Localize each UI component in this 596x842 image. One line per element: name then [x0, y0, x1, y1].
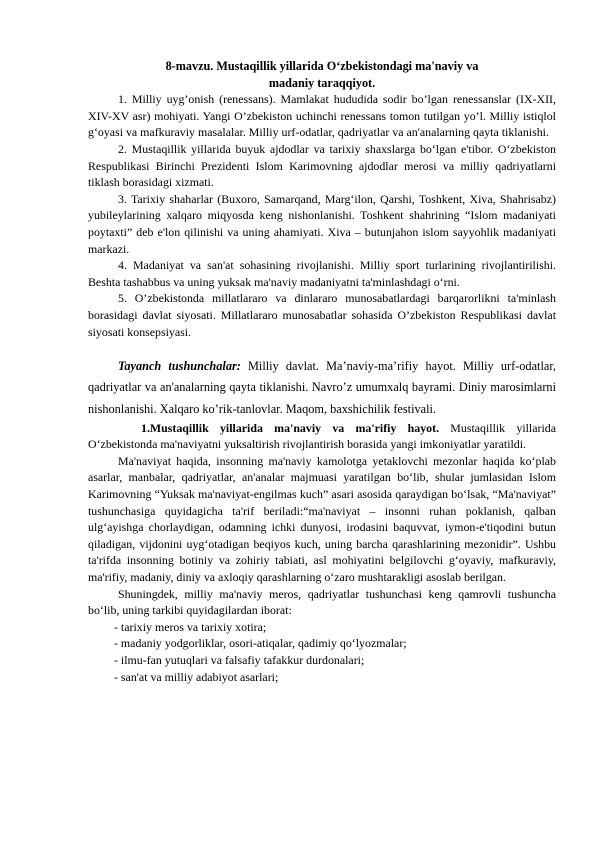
list-item: - tarixiy meros va tarixiy xotira; — [114, 619, 267, 634]
key-concepts — [88, 356, 556, 420]
title-line-1: 8-mavzu. Mustaqillik yillarida O‘zbekistondagi ma'naviy va — [165, 59, 479, 73]
section-intro: Mustaqillik yillarida O‘zbekistonda ma'naviyatni yuksaltirish rivojlantirish borasida yangi imkoniyatlar yaratildi. — [88, 420, 556, 452]
topic-2: 2. Mustaqillik yillarida buyuk ajdodlar va tarixiy shaxslarga bo‘lgan e'tibor. O‘zbekiston Respublikasi Birinchi Prezidenti Islom Karimovning ajdodlar merosi va milliy qadriyatlarni tiklash borasidagi xizmati. — [88, 141, 556, 190]
topic-4: 4. Madaniyat va san'at sohasining rivojlanishi. Milliy sport turlarining rivojlantirilishi. Beshta tashabbus va uning yuksak ma'naviy madaniyatni ta'minlashdagi o‘rni. — [88, 258, 556, 289]
list-item: - ilmu-fan yutuqlari va falsafiy tafakkur durdonalari; — [114, 653, 365, 668]
document-page — [88, 58, 556, 685]
section-heading: 1.Mustaqillik yillarida ma'naviy va ma'rifiy hayot. — [141, 420, 440, 435]
topic-3: 3. Tarixiy shaharlar (Buxoro, Samarqand, Marg‘ilon, Qarshi, Toshkent, Xiva, Shahrisabz) yubileylarining xalqaro miqyosda keng nishonlanishi. Toshkent shahrining “Islom madaniyati poytaxti” deb e'lon qilinishi va uning ahamiyati. Xiva – butunjahon islom sayyohlik madaniyati markazi. — [88, 191, 556, 256]
paragraph-manaviyat: Ma'naviyat haqida, insonning ma'naviy kamolotga yetaklovchi mezonlar haqida ko‘plab asarlar, manbalar, qadriyatlar, an'analar majmuasi yaratilgan bo‘lib, shular jumlasidan Islom Karimovning “Yuksak ma'naviyat-engilmas kuch” asari asosida qaraydigan bo‘lsak, “Ma'naviyat” tushunchasiga quyidagicha ta'rif beriladi:“ma'naviyat – insonni ruhan poklanish, qalban ulg‘ayishga chorlaydigan, odamning ichki dunyosi, irodasini baquvvat, iymon-e'tiqodini butun qiladigan, vijdonini uyg‘otadigan beqiyos kuch, uning barcha qarashlarining mezonidir”. Ushbu ta'rifda insonning botiniy va zohiriy tabiati, asl mohiyatini belgilovchi g‘oyaviy, mafkuraviy, ma'rifiy, madaniy, diniy va axloqiy qarashlarning o‘zaro mushtarakligi asoslab berilgan. — [88, 453, 556, 585]
paragraph-meros: Shuningdek, milliy ma'naviy meros, qadriyatlar tushunchasi keng qamrovli tushuncha bo‘lib, uning tarkibi quyidagilardan iborat: — [88, 586, 556, 618]
list-item: - san'at va milliy adabiyot asarlari; — [114, 669, 279, 684]
key-concepts-text: Milliy davlat. Ma’naviy-ma’rifiy hayot. Milliy urf-odatlar, qadriyatlar va an'analarning qayta tiklanishi. Navro’z umumxalq bayrami. Diniy marosimlarni nishonlanishi. Xalqaro ko’rik-tanlovlar. Maqom, baxshichilik festivali. — [88, 359, 556, 416]
title-line-2: madaniy taraqqiyot. — [268, 75, 376, 90]
topic-1: 1. Milliy uyg’onish (renessans). Mamlakat hududida sodir bo’lgan renessanslar (IX-XII, XIV-XV asr) mohiyati. Yangi O’zbekiston uchinchi renessans tomon tutilgan yo’l. Milliy istiqlol g‘oyasi va mafkuraviy masalalar. Milliy urf-odatlar, qadriyatlar va an'analarning qayta tiklanishi. — [88, 92, 556, 140]
list-item: - madaniy yodgorliklar, osori-atiqalar, qadimiy qo‘lyozmalar; — [114, 636, 407, 651]
key-concepts-label: Tayanch tushunchalar: — [118, 359, 241, 374]
topic-5: 5. O’zbekistonda millatlararo va dinlararo munosabatlardagi barqarorlikni ta'minlash borasidagi davlat siyosati. Millatlararo munosabatlar sohasida O’zbekiston Respublikasi davlat siyosati konsepsiyasi. — [88, 291, 556, 339]
page-title — [88, 58, 556, 91]
section-1 — [88, 420, 556, 453]
